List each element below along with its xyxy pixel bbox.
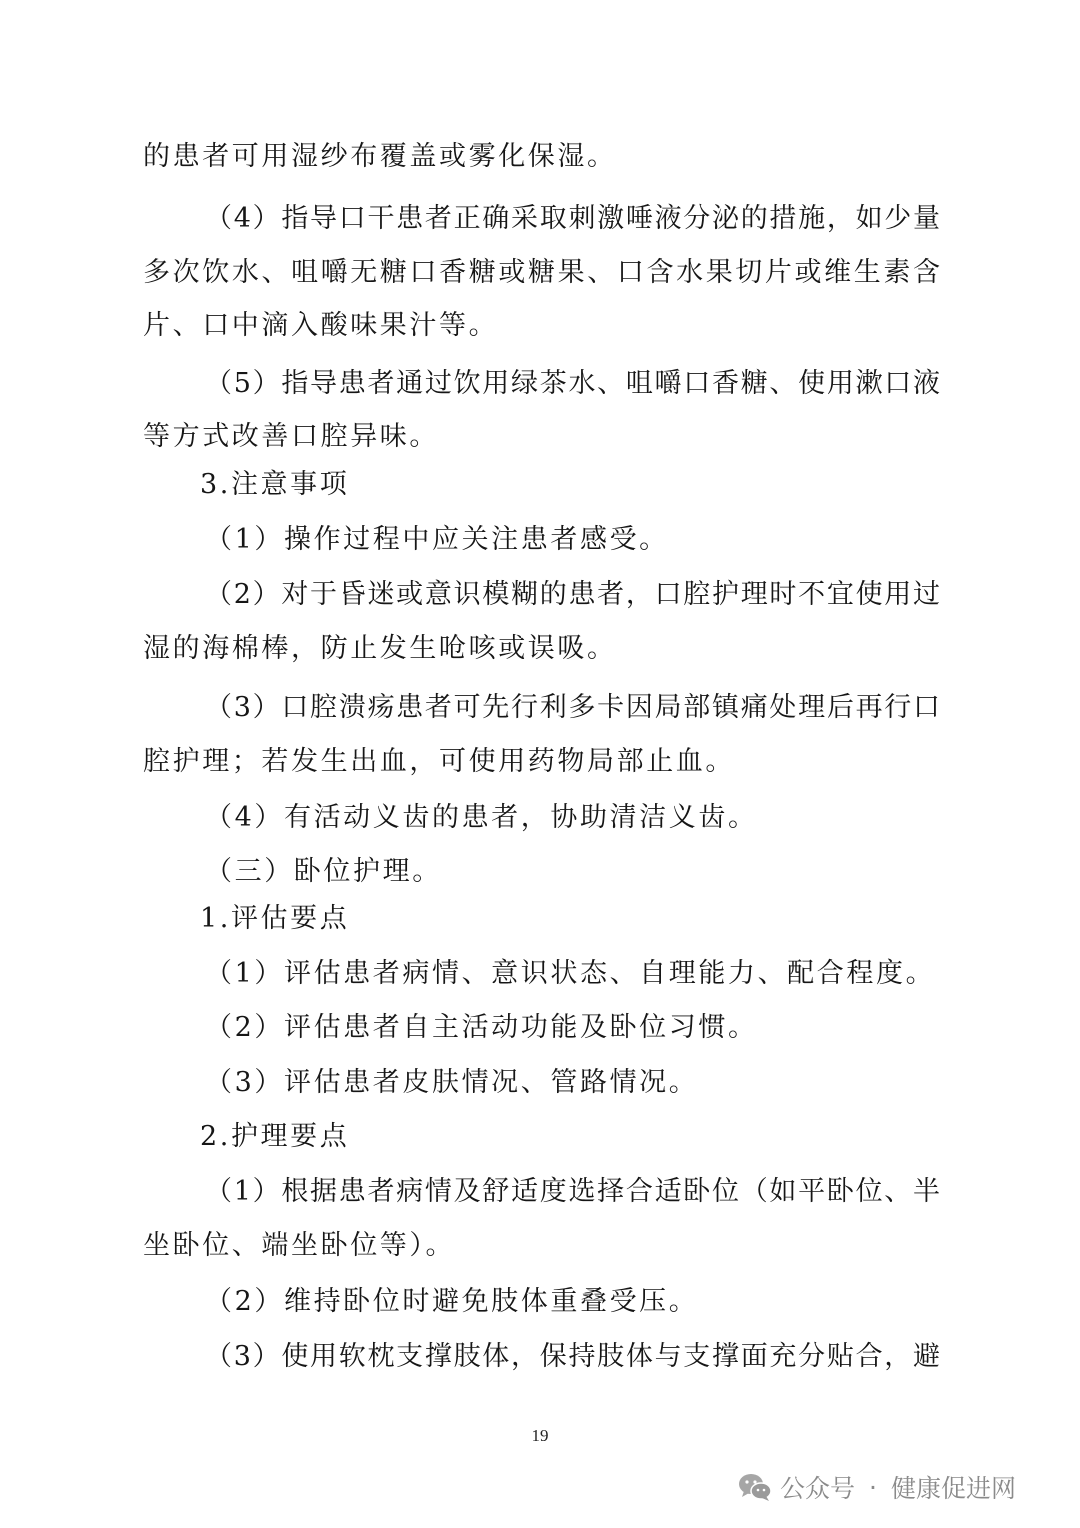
text-line: 多次饮水、咀嚼无糖口香糖或糖果、口含水果切片或维生素含 [143, 257, 940, 288]
text-line: 片、口中滴入酸味果汁等。 [143, 310, 499, 341]
wechat-icon [738, 1472, 772, 1502]
text-line: （2）对于昏迷或意识模糊的患者，口腔护理时不宜使用过 [205, 579, 940, 610]
text-line: （2）评估患者自主活动功能及卧位习惯。 [205, 1012, 758, 1043]
text-line: 腔护理；若发生出血，可使用药物局部止血。 [143, 746, 735, 777]
section-heading: 2.护理要点 [200, 1121, 350, 1152]
watermark [738, 1468, 1016, 1506]
text-line: （5）指导患者通过饮用绿茶水、咀嚼口香糖、使用漱口液 [205, 368, 940, 399]
text-line: （3）评估患者皮肤情况、管路情况。 [205, 1067, 699, 1098]
section-heading: 1.评估要点 [200, 903, 350, 934]
text-line: （2）维持卧位时避免肢体重叠受压。 [205, 1286, 699, 1317]
text-line: （3）使用软枕支撑肢体，保持肢体与支撑面充分贴合，避 [205, 1341, 940, 1372]
text-line: （1）操作过程中应关注患者感受。 [205, 524, 669, 555]
text-line: （1）根据患者病情及舒适度选择合适卧位（如平卧位、半 [205, 1176, 940, 1207]
text-line: （3）口腔溃疡患者可先行利多卡因局部镇痛处理后再行口 [205, 692, 940, 723]
text-line: 等方式改善口腔异味。 [143, 421, 439, 452]
text-line: 坐卧位、端坐卧位等）。 [143, 1230, 456, 1261]
text-line: 的患者可用湿纱布覆盖或雾化保湿。 [143, 141, 617, 172]
page-number: 19 [531, 1426, 549, 1445]
watermark-separator: · [869, 1472, 877, 1502]
text-line: （4）有活动义齿的患者，协助清洁义齿。 [205, 802, 758, 833]
chapter-heading: （三）卧位护理。 [205, 856, 442, 887]
text-line: 湿的海棉棒，防止发生呛咳或误吸。 [143, 633, 617, 664]
watermark-account: 健康促进网 [890, 1474, 1016, 1503]
section-heading: 3.注意事项 [200, 469, 350, 500]
text-line: （1）评估患者病情、意识状态、自理能力、配合程度。 [205, 958, 936, 989]
text-line: （4）指导口干患者正确采取刺激唾液分泌的措施，如少量 [205, 203, 940, 234]
watermark-label: 公众号 [780, 1474, 856, 1503]
